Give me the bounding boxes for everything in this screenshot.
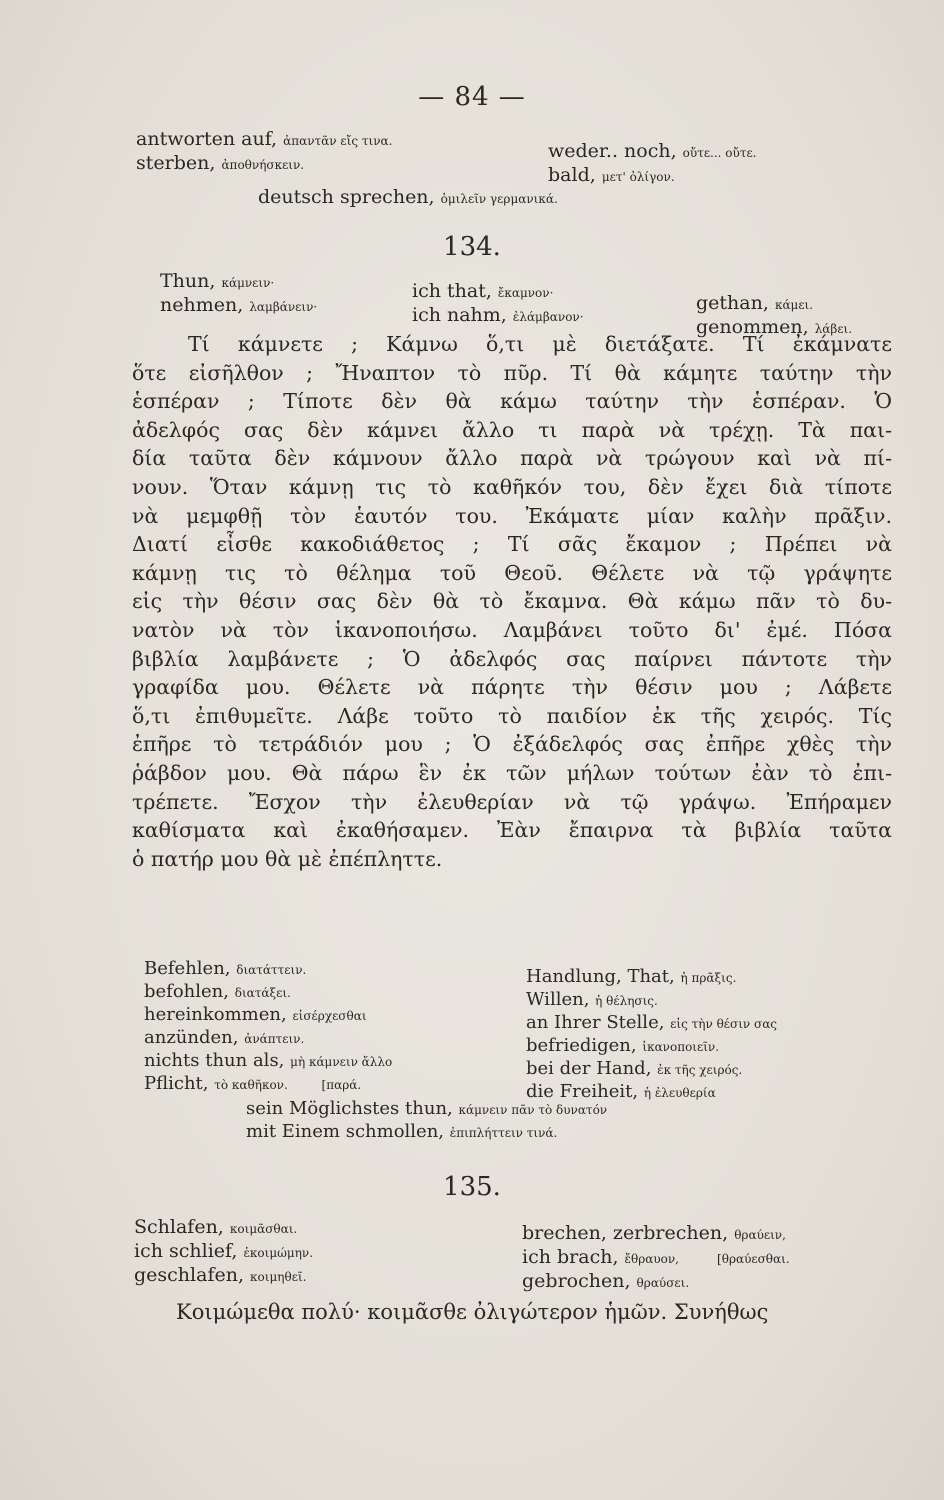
paragraph-line: νουν. Ὅταν κάμνῃ τις τὸ καθῆκόν του, δὲν ἔχει διὰ τίποτε [132,474,892,499]
header-vocab-center: deutsch sprechen, ὁμιλεῖν γερμανικά. [258,186,558,208]
section-number-134: 134. [443,232,501,262]
vocab-entry: befohlen, διατάξει. [144,981,291,1002]
vocab-entry: Handlung, That, ἡ πρᾶξις. [526,966,737,987]
section-number-135: 135. [443,1172,501,1202]
vocab-entry: antworten auf, ἀπαντᾶν εἴς τινα. [136,128,393,150]
verb-table-col1 [134,1216,313,1288]
vocab-entry: gebrochen, θραύσει. [522,1270,690,1292]
paragraph-line: ὁ πατήρ μου θὰ μὲ ἐπέπληττε. [132,846,443,871]
vocab-entry: an Ihrer Stelle, εἰς τὴν θέσιν σας [526,1012,778,1033]
paragraph-line: ῥάβδον μου. Θὰ πάρω ἓν ἐκ τῶν μήλων τούτων ἐὰν τὸ ἐπι- [132,760,892,785]
closing-line: Κοιμώμεθα πολύ· κοιμᾶσθε ὀλιγώτερον ἡμῶν. Συνήθως [176,1300,769,1324]
vocab-list-left [144,958,392,1096]
paragraph-line: καθίσματα καὶ ἐκαθήσαμεν. Ἐὰν ἔπαιρνα τὰ βιβλία ταῦτα [132,818,892,843]
paragraph-line: γραφίδα μου. Θέλετε νὰ πάρητε τὴν θέσιν μου ; Λάβετε [132,675,892,700]
vocab-entry: ich that, ἔκαμνον· [412,280,554,302]
vocab-list-bottom [246,1098,607,1144]
page-number: — 84 — [418,82,526,112]
vocab-entry: Pflicht, τὸ καθῆκον. [παρά. [144,1073,362,1094]
paragraph-line: Διατί εἶσθε κακοδιάθετος ; Τί σᾶς ἔκαμον ; Πρέπει νὰ [132,532,892,557]
vocab-entry: anzünden, ἀνάπτειν. [144,1027,305,1048]
vocab-entry: bei der Hand, ἐκ τῆς χειρός. [526,1058,743,1079]
vocab-entry: Thun, κάμνειν· [160,270,275,292]
paragraph-line: ὅτε εἰσῆλθον ; Ἤναπτον τὸ πῦρ. Τί θὰ κάμητε ταύτην τὴν [132,360,892,385]
paragraph-line: βιβλία λαμβάνετε ; Ὁ ἀδελφός σας παίρνει πάντοτε τὴν [132,646,892,671]
vocab-entry: sein Möglichstes thun, κάμνειν πᾶν τὸ δυνατόν [246,1098,608,1119]
paragraph-line: ἑσπέραν ; Τίποτε δὲν θὰ κάμω ταύτην τὴν ἑσπέραν. Ὁ [132,389,892,414]
paragraph-line: ἐπῆρε τὸ τετράδιόν μου ; Ὁ ἐξάδελφός σας ἐπῆρε χθὲς τὴν [132,732,892,757]
vocab-entry: genommen, λάβει. [696,316,853,338]
vocab-entry: brechen, zerbrechen, θραύειν, [522,1222,786,1244]
vocab-entry: Willen, ἡ θέλησις. [526,989,658,1010]
paragraph-line: δία ταῦτα δὲν κάμνουν ἄλλο παρὰ νὰ τρώγουν καὶ νὰ πί- [132,446,892,471]
vocab-entry: geschlafen, κοιμηθεῖ. [134,1264,307,1286]
vocab-entry: ich nahm, ἐλάμβανον· [412,304,584,326]
vocab-entry: sterben, ἀποθνήσκειν. [136,152,305,174]
paragraph-line: εἰς τὴν θέσιν σας δὲν θὰ τὸ ἔκαμνα. Θὰ κάμω πᾶν τὸ δυ- [132,589,892,614]
verb-table-col2 [522,1222,790,1294]
paragraph-line: ὅ,τι ἐπιθυμεῖτε. Λάβε τοῦτο τὸ παιδίον ἐκ τῆς χειρός. Τίς [132,703,892,728]
vocab-entry: mit Einem schmollen, ἐπιπλήττειν τινά. [246,1121,558,1142]
paragraph-line: κάμνῃ τις τὸ θέλημα τοῦ Θεοῦ. Θέλετε νὰ τῷ γράψητε [132,560,892,585]
paragraph-line: Τί κάμνετε ; Κάμνω ὅ,τι μὲ διετάξατε. Τί ἐκάμνατε [188,332,892,356]
paragraph-line: τρέπετε. Ἔσχον τὴν ἐλευθερίαν νὰ τῷ γράψω. Ἐπήραμεν [132,789,892,814]
vocab-continuation: [παρά. [321,1078,362,1092]
vocab-entry: ich brach, ἔθραυον, [θραύεσθαι. [522,1246,790,1268]
vocab-continuation: [θραύεσθαι. [717,1252,790,1266]
vocab-entry: die Freiheit, ἡ ἐλευθερία [526,1081,716,1102]
vocab-entry: befriedigen, ἱκανοποιεῖν. [526,1035,720,1056]
paragraph-line: νὰ μεμφθῇ τὸν ἑαυτόν του. Ἐκάματε μίαν καλὴν πρᾶξιν. [132,503,892,528]
vocab-entry: ich schlief, ἐκοιμώμην. [134,1240,314,1262]
vocab-entry: bald, μετ' ὀλίγον. [548,164,675,186]
verb-table-col2 [412,280,584,328]
vocab-entry: weder.. noch, οὔτε... οὔτε. [548,140,757,162]
vocab-entry: gethan, κάμει. [696,292,814,314]
vocab-entry: nehmen, λαμβάνειν· [160,294,318,316]
header-vocab-right [548,140,757,188]
vocab-entry: nichts thun als, μὴ κάμνειν ἄλλο [144,1050,393,1071]
vocab-list-right [526,966,777,1104]
verb-table-col1 [160,270,317,318]
vocab-entry: hereinkommen, εἰσέρχεσθαι [144,1004,367,1025]
vocab-entry: Befehlen, διατάττειν. [144,958,307,979]
header-vocab-left [136,128,392,176]
greek-exercise-paragraph [132,330,892,873]
vocab-entry: Schlafen, κοιμᾶσθαι. [134,1216,298,1238]
paragraph-line: νατὸν νὰ τὸν ἱκανοποιήσω. Λαμβάνει τοῦτο δι' ἐμέ. Πόσα [132,617,892,642]
paragraph-line: ἀδελφός σας δὲν κάμνει ἄλλο τι παρὰ νὰ τρέχῃ. Τὰ παι- [132,417,892,442]
